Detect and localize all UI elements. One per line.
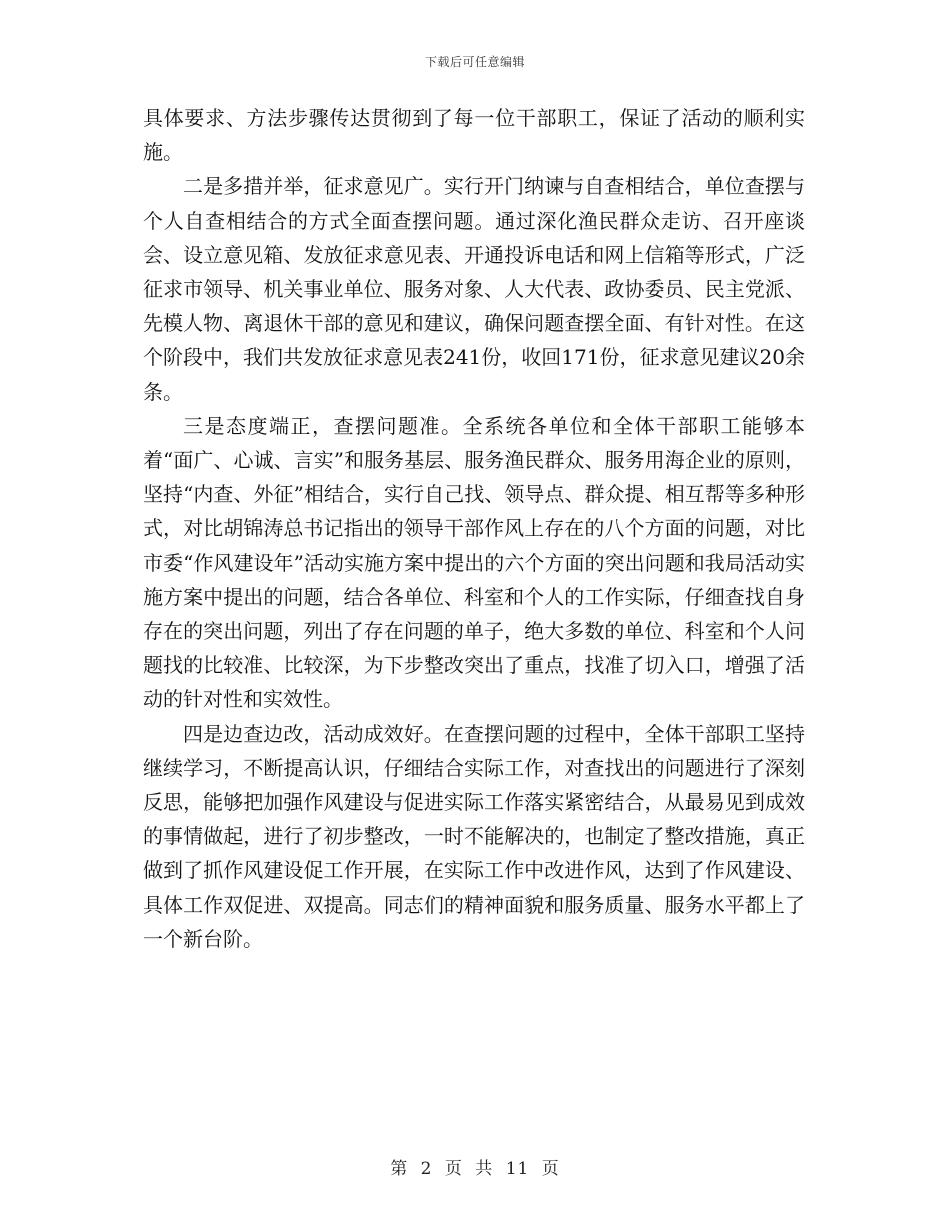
page-number-footer: 第 2 页 共 11 页 bbox=[390, 1159, 560, 1179]
paragraph-continuation: 具体要求、方法步骤传达贯彻到了每一位干部职工，保证了活动的顺利实施。 bbox=[143, 106, 805, 165]
paragraph-third-point: 三是态度端正，查摆问题准。全系统各单位和全体干部职工能够本着“面广、心诚、言实”和服务基层、服务渔民群众、服务用海企业的原则，坚持“内查、外征”相结合，实行自己找、领导点、群众提、相互帮等多种形式，对比胡锦涛总书记指出的领导干部作风上存在的八个方面的问题，对比市委“作风建设年”活动实施方案中提出的六个方面的突出问题和我局活动实施方案中提出的问题，结合各单位、科室和个人的工作实际，仔细查找自身存在的突出问题，列出了存在问题的单子，绝大多数的单位、科室和个人问题找的比较准、比较深，为下步整改突出了重点，找准了切入口，增强了活动的针对性和实效性。 bbox=[143, 413, 805, 712]
paragraph-fourth-point: 四是边查边改，活动成效好。在查摆问题的过程中，全体干部职工坚持继续学习，不断提高认识，仔细结合实际工作，对查找出的问题进行了深刻反思，能够把加强作风建设与促进实际工作落实紧密结合，从最易见到成效的事情做起，进行了初步整改，一时不能解决的，也制定了整改措施，真正做到了抓作风建设促工作开展，在实际工作中改进作风，达到了作风建设、具体工作双促进、双提高。同志们的精神面貌和服务质量、服务水平都上了一个新台阶。 bbox=[143, 721, 805, 951]
page-header: 下载后可任意编辑 bbox=[424, 55, 525, 69]
document-body bbox=[143, 101, 805, 956]
paragraph-second-point: 二是多措并举，征求意见广。实行开门纳谏与自查相结合，单位查摆与个人自查相结合的方式全面查摆问题。通过深化渔民群众走访、召开座谈会、设立意见箱、发放征求意见表、开通投诉电话和网上信箱等形式，广泛征求市领导、机关事业单位、服务对象、人大代表、政协委员、民主党派、先模人物、离退休干部的意见和建议，确保问题查摆全面、有针对性。在这个阶段中，我们共发放征求意见表241份，收回171份，征求意见建议20余条。 bbox=[143, 174, 805, 404]
